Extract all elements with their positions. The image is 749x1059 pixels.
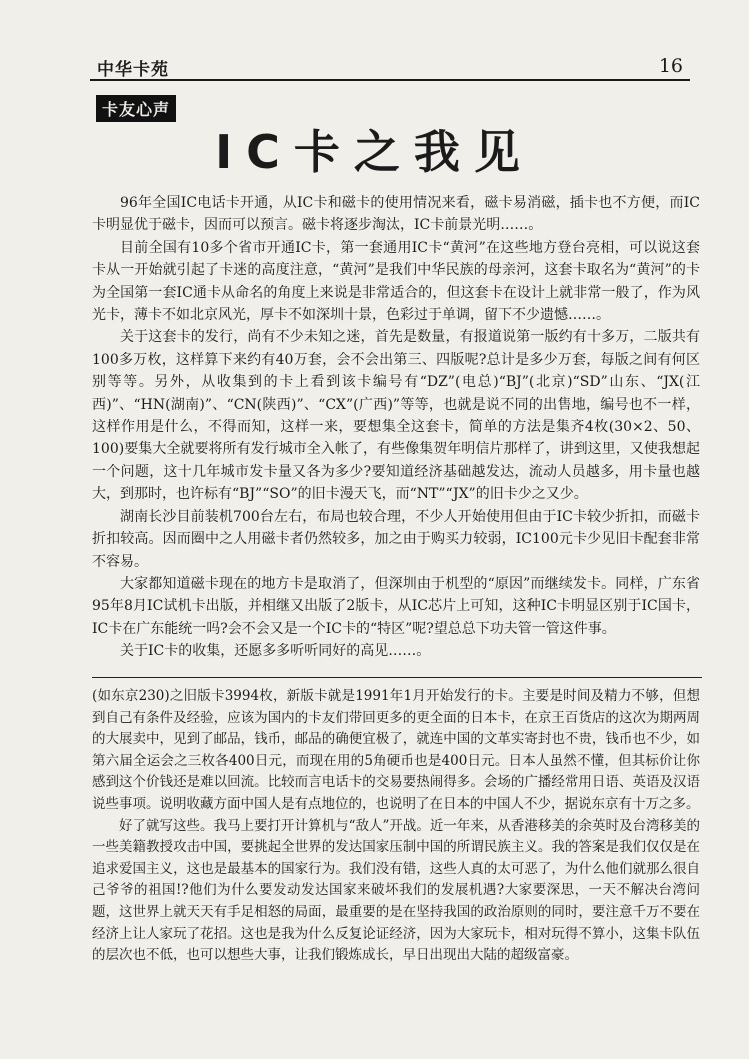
column-tag: 卡友心声 xyxy=(96,95,176,122)
article-paragraph: 湖南长沙目前装机700台左右，布局也较合理，不少人开始使用但由于IC卡较少折扣，而磁卡折扣较高。因而圈中之人用磁卡者仍然较多，加之由于购买力较弱，IC100元卡少见旧卡配套非常不容易。 xyxy=(92,508,700,570)
continued-paragraph: (如东京230)之旧版卡3994枚，新版卡就是1991年1月开始发行的卡。主要是时间及精力不够，但想到自己有条件及经验，应该为国内的卡友们带回更多的更全面的日本卡，在京王百货店的这次为期两周的大展卖中，见到了邮品，钱币，邮品的确便宜极了，就连中国的文革实寄封也不贵，钱币也不少，如第六届全运会之三枚各400日元，而现在用的5角硬币也是400日元。日本人虽然不懂，但其标价让你感到这个价钱还是难以回流。比较而言电话卡的交易要热闹得多。会场的广播经常用日语、英语及汉语说些事项。说明收藏方面中国人是有点地位的，也说明了在日本的中国人不少，据说东京有十万之多。 xyxy=(92,688,700,812)
article-paragraph: 96年全国IC电话卡开通，从IC卡和磁卡的使用情况来看，磁卡易消磁，插卡也不方便，而IC卡明显优于磁卡，因而可以预言。磁卡将逐步淘汰，IC卡前景光明……。 xyxy=(92,195,700,234)
article-paragraph: 关于IC卡的收集，还愿多多听听同好的高见……。 xyxy=(120,643,431,660)
header-rule xyxy=(90,79,690,81)
article-paragraph: 大家都知道磁卡现在的地方卡是取消了，但深圳由于机型的“原因”而继续发卡。同样，广东省95年8月IC试机卡出版，并相继又出版了2版卡，从IC芯片上可知，这种IC卡明显区别于IC国卡，IC卡在广东能统一吗?会不会又是一个IC卡的“特区”呢?望总总下功夫管一管这件事。 xyxy=(92,575,700,637)
article-paragraph: 目前全国有10多个省市开通IC卡，第一套通用IC卡“黄河”在这些地方登台亮相，可以说这套卡从一开始就引起了卡迷的高度注意，“黄河”是我们中华民族的母亲河，这套卡取名为“黄河”的卡为全国第一套IC通卡从命名的角度上来说是非常适合的，但这套卡在设计上就非常一般了，作为风光卡，薄卡不如北京风光，厚卡不如深圳十景，色彩过于单调，留下不少遗憾……。 xyxy=(92,239,700,324)
continued-article-body xyxy=(92,686,700,967)
article-paragraph: 关于这套卡的发行，尚有不少未知之迷，首先是数量，有报道说第一版约有十多万，二版共有100多万枚，这样算下来约有40万套，会不会出第三、四版呢?总计是多少万套，每版之间有何区别等等。另外，从收集到的卡上看到该卡编号有“DZ”(电总)“BJ”(北京)“SD”山东、“JX(江西)”、“HN(湖南)”、“CN(陕西)”、“CX”(广西)”等等，也就是说不同的出售地，编号也不一样，这样作用是什么，不得而知，这样一来，要想集全这套卡，简单的方法是集齐4枚(30×2、50、100)要集大全就要将所有发行城市全入帐了，有些像集贺年明信片那样了，讲到这里，又使我想起一个问题，这十几年城市发卡量又各为多少?要知道经济基础越发达，流动人员越多，用卡量也越大，到那时，也许标有“BJ”“SO”的旧卡漫天飞，而“NT”“JX”的旧卡少之又少。 xyxy=(92,329,700,503)
publication-name: 中华卡苑 xyxy=(97,60,169,80)
continued-paragraph: 好了就写这些。我马上要打开计算机与“敌人”开战。近一年来，从香港移美的余英时及台湾移美的一些美籍教授攻击中国，要挑起全世界的发达国家压制中国的所谓民族主义。我的答案是我们仅仅是在追求爱国主义，这也是最基本的国家行为。我们没有错，这些人真的太可恶了，为什么他们就那么很自己爷爷的祖国!?他们为什么要发动发达国家来破坏我们的发展机遇?大家要深思，一天不解决台湾问题，这世界上就天天有手足相怒的局面，最重要的是在坚持我国的政治原则的同时，要注意千万不要在经济上让人家玩了花招。这也是我为什么反复论证经济，因为大家玩卡，相对玩得不算小，这集卡队伍的层次也不低，也可以想些大事，让我们锻炼成长，早日出现出大陆的超级富豪。 xyxy=(92,817,700,964)
page-number: 16 xyxy=(658,55,683,77)
article-body xyxy=(92,192,700,663)
section-divider xyxy=(92,677,702,678)
article-title: IC卡之我见 xyxy=(215,125,534,179)
